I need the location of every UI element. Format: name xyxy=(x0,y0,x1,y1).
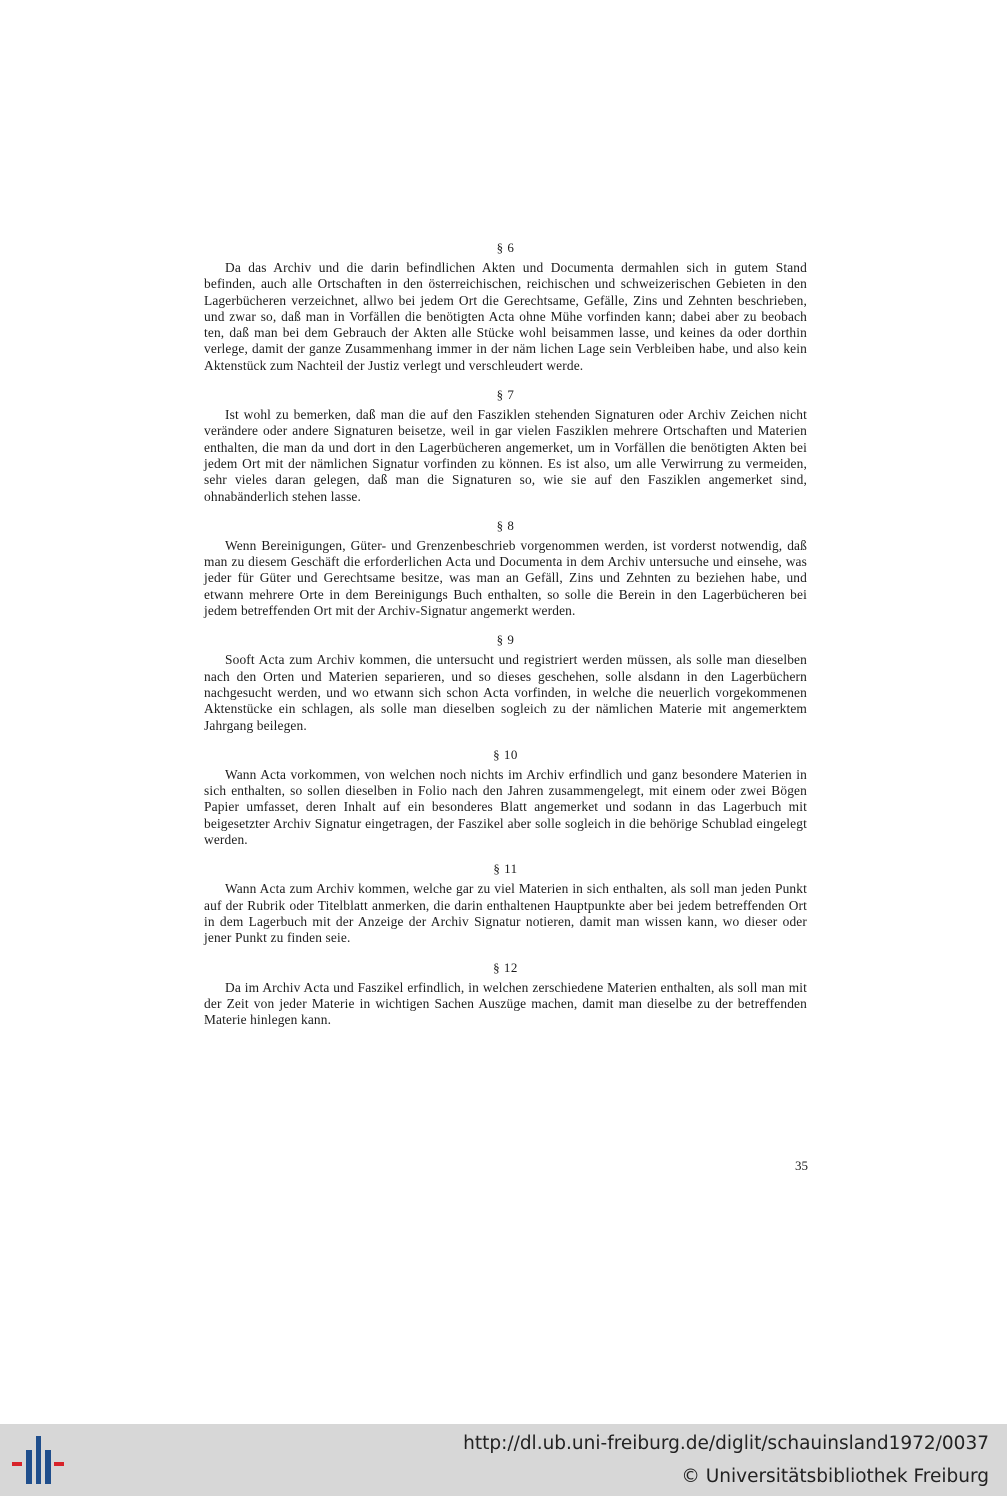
section-7 xyxy=(204,387,807,505)
section-heading: § 8 xyxy=(496,517,515,533)
section-9 xyxy=(204,632,807,733)
section-heading: § 7 xyxy=(496,387,515,403)
copyright-notice: © Universitätsbibliothek Freiburg xyxy=(681,1466,989,1487)
page-number: 35 xyxy=(795,1158,808,1173)
section-text: Ist wohl zu bemerken, daß man die auf den Fasziklen stehenden Signaturen oder Archiv Zeichen nicht verändere oder andere Signaturen beisetze, weil in gar vielen Fasziklen mehrere Ortschaften und Materien enthalten, die man da und dort in den Lagerbücheren angemerket, um in Vorfällen die benötigten Akten bei jedem Ort mit der nämlichen Signatur vorfinden zu können. Es ist also, um alle Verwirrung zu vermeiden, sehr vieles daran gelegen, daß man die Signaturen so, wie sie auf den Fasziklen angemerket sind, ohnabänderlich stehen lasse. xyxy=(204,407,807,504)
document-url-link[interactable]: http://dl.ub.uni-freiburg.de/diglit/schauinsland1972/0037 xyxy=(463,1433,989,1454)
footer-bar xyxy=(0,1424,1007,1496)
page-content xyxy=(204,240,807,1028)
library-logo-icon xyxy=(12,1436,64,1484)
section-text: Wann Acta zum Archiv kommen, welche gar zu viel Materien in sich enthalten, als soll man jeden Punkt auf der Rubrik oder Titelblatt anmerken, die darin enthaltenen Hauptpunkte aber bei jedem betreffenden Ort in dem Lagerbuch mit der Anzeige der Archiv Signatur notieren, damit man wissen kann, wo dieser oder jener Punkt zu finden seie. xyxy=(204,881,807,946)
section-text: Da das Archiv und die darin befindlichen Akten und Documenta dermahlen sich in gutem Stand befinden, auch alle Ortschaften in den österreichischen, reichischen und schweizerischen Gebieten in den Lagerbücheren verzeichnet, allwo bei jedem Ort die Gerechtsame, Gefälle, Zins und Zehnten beschrieben, und zwar so, daß man in Vorfällen die benötigten Acta ohne Mühe vorfinden kann; dabei aber zu beobach ten, daß man bei dem Gebrauch der Akten alle Stücke wohl beisammen lasse, und keines da oder dorthin verlege, damit der ganze Zusammenhang immer in der näm lichen Lage sein Verbleiben habe, und also kein Aktenstück zum Nachteil der Justiz verlegt und verschleudert werde. xyxy=(204,260,807,373)
section-6 xyxy=(204,240,807,374)
section-text: Wann Acta vorkommen, von welchen noch nichts im Archiv erfindlich und ganz besondere Materien in sich enthalten, so sollen dieselben in Folio nach den Jahren zusammengelegt, mit einem oder zwei Bögen Papier umfasset, deren Inhalt auf ein besonderes Blatt angemerket und sodann in das Lagerbuch mit beigesetzter Archiv Signatur eingetragen, der Faszikel aber solle sogleich in die behörige Schublad eingelegt werden. xyxy=(204,766,807,848)
section-text: Sooft Acta zum Archiv kommen, die untersucht und registriert werden müssen, als solle man dieselben nach den Orten und Materien separieren, und so dieses geschehen, solle alsdann in den Lagerbüchern nachgesucht werden, und wo etwann sich schon Acta vorfinden, in welche die neuerlich vorgekommenen Aktenstücke ein schlagen, als solle man dieselben sogleich zu der nämlichen Materie mit angemerktem Jahrgang beilegen. xyxy=(204,652,807,733)
section-text: Da im Archiv Acta und Faszikel erfindlich, in welchen zerschiedene Materien enthalten, als soll man mit der Zeit von jeder Materie in wichtigen Sachen Auszüge machen, damit man dieselbe zu der betreffenden Materie hinlegen kann. xyxy=(204,979,807,1028)
section-11 xyxy=(204,861,807,946)
section-heading: § 11 xyxy=(493,861,518,877)
section-8 xyxy=(204,518,807,619)
section-12 xyxy=(204,960,807,1029)
section-heading: § 9 xyxy=(496,632,515,648)
section-heading: § 12 xyxy=(493,959,518,975)
section-heading: § 6 xyxy=(496,240,515,255)
section-text: Wenn Bereinigungen, Güter- und Grenzenbeschrieb vorgenommen werden, ist vorderst notwendig, daß man zu diesem Geschäft die erforderlichen Acta und Documenta in dem Archiv untersuche und einsehe, was jeder für Güter und Gerechtsame besitze, was man an Gefäll, Zins und Zehnten zu beziehen habe, und etwann mehrere Orte in dem Bereinigungs Buch enthalten, so solle die Berein in den Lagerbücheren bei jedem betreffenden Ort mit der Archiv-Signatur angemerkt werden. xyxy=(204,537,807,619)
section-10 xyxy=(204,747,807,848)
section-heading: § 10 xyxy=(493,746,518,762)
